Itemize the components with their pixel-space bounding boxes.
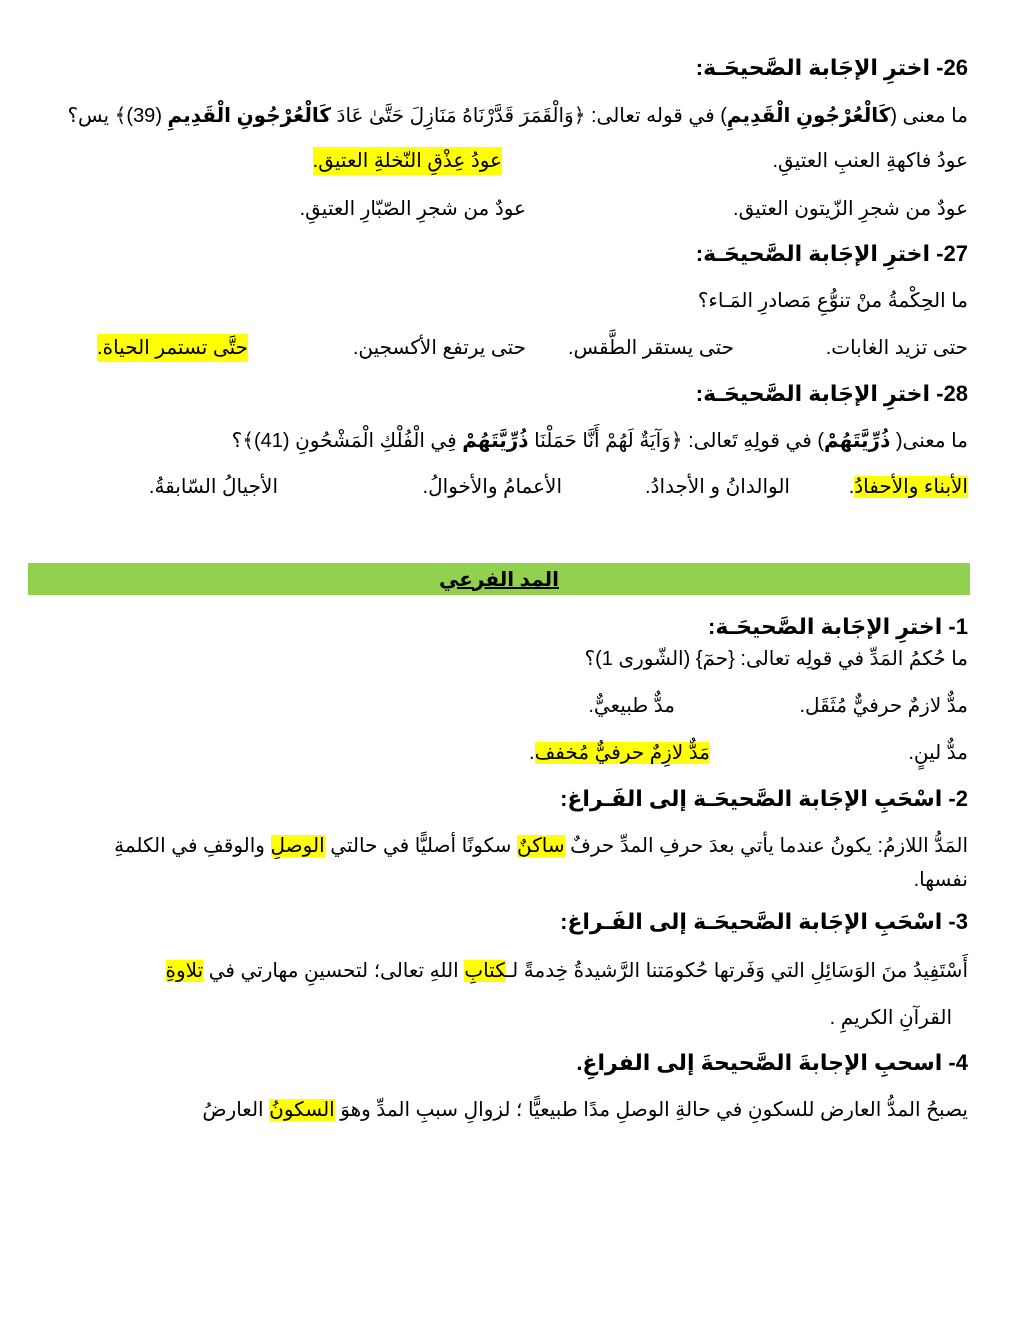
s3-text-1: أَسْتَفِيدُ منَ الوَسَائِلِ التي وَفَرتها حُكومَتنا الرَّشيدةُ خِدمةً لـ [506,960,968,982]
s4-answer-1[interactable]: السكونُ [269,1099,335,1121]
q26-option-3[interactable]: عودٌ من شجرِ الزّيتون العتيق. [733,198,968,220]
s2-sentence [52,832,968,860]
s2-answer-1[interactable]: ساكنٌ [517,835,565,857]
q28-heading: 28- اخترِ الإجَابة الصَّحيحَـة: [695,381,968,406]
s2-text-1: المَدُّ اللازمُ: يكونُ عندما يأتي بعدَ حرفِ المدِّ حرفٌ [564,835,968,857]
q28-prompt-a: ما معنى( [890,430,968,452]
q26-prompt [52,102,968,130]
q26-prompt-c: (39)﴾ يس؟ [67,105,168,127]
s2-answer-2[interactable]: الوصلِ [270,835,325,857]
section-title: المد الفرعي [439,568,559,591]
q26-option-2-correct[interactable]: عودُ عِذْقِ النّخلةِ العتيق. [313,147,502,175]
s4-text-2: العارضُ [202,1099,270,1121]
s1-option-2[interactable]: مدٌّ طبيعيٌّ. [588,695,675,717]
q28-prompt-b: ) في قولِهِ تَعالى: ﴿وَآيَةٌ لَهُمْ أَنَّا حَمَلْنَا [528,430,824,452]
q27-option-2[interactable]: حتى يستقر الطَّقس. [567,337,734,359]
q28-option-1-period: . [848,476,855,498]
s3-sentence [52,957,968,985]
q26-prompt-term: كَالْعُرْجُونِ الْقَدِيمِ [726,105,891,127]
s4-heading: 4- اسحبِ الإجابةَ الصَّحيحةَ إلى الفراغِ. [576,1050,968,1075]
s3-heading: 3- اسْحَبِ الإجَابة الصَّحيحَـة إلى الفَـراغ: [560,909,968,934]
s4-sentence [52,1096,968,1124]
q28-prompt-term: ذُرِّيَّتَهُمْ [824,430,891,452]
s4-text-1: يصبحُ المدُّ العارض للسكونِ في حالةِ الوصلِ مدًا طبيعيًّا ؛ لزوالِ سببِ المدِّ وهوَ [334,1099,968,1121]
s1-option-3[interactable]: مدٌّ لينٍ. [908,742,968,764]
s3-answer-2[interactable]: تلاوةِ [165,960,204,982]
q28-option-4[interactable]: الأجيالُ السّابقةُ. [148,476,278,498]
s3-text-2: اللهِ تعالى؛ لتحسينِ مهارتي في [203,960,465,982]
s1-option-4-text: مَدٌّ لازِمٌ حرفيٌّ مُخفف [534,742,710,764]
q28-prompt [52,427,968,455]
q27-heading: 27- اخترِ الإجَابة الصَّحيحَـة: [695,241,968,266]
q27-option-4-correct[interactable]: حتَّى تستمر الحياة. [97,334,248,362]
s1-heading: 1- اخترِ الإجَابة الصَّحيحَـة: [708,614,968,639]
s3-answer-1[interactable]: كتابِ [464,960,507,982]
q28-option-2[interactable]: الوالدانُ و الأجدادُ. [645,476,790,498]
q26-heading: 26- اخترِ الإجَابة الصَّحيحَـة: [695,55,968,80]
q26-prompt-a: ما معنى ( [890,105,968,127]
s1-option-4-correct[interactable] [529,739,710,767]
s2-text-2: سكونًا أصليًّا في حالتي [324,835,517,857]
q26-prompt-b: ) في قوله تعالى: ﴿وَالْقَمَرَ قَدَّرْنَاهُ مَنَازِلَ حَتَّىٰ عَادَ [331,105,727,127]
q28-prompt-c: فِي الْفُلْكِ الْمَشْحُونِ (41)﴾؟ [231,430,463,452]
s2-text-3: والوقفِ في الكلمةِ [114,835,271,857]
q28-option-3[interactable]: الأعمامُ والأخوالُ. [422,476,562,498]
q26-prompt-term2: كَالْعُرْجُونِ الْقَدِيمِ [167,105,331,127]
q28-option-1-text: الأبناء والأحفادُ [854,476,968,498]
q28-option-1-correct[interactable] [849,473,968,501]
q27-prompt: ما الحِكْمةُ منْ تنوُّعِ مَصادرِ المَـاء؟ [697,290,968,312]
s1-prompt: ما حُكمُ المَدِّ في قولِه تعالى: {حمٓ} (الشّورى 1)؟ [584,648,968,670]
s2-heading: 2- اسْحَبِ الإجَابة الصَّحيحَـة إلى الفَـراغ: [560,786,968,811]
section-banner [28,563,970,595]
q27-option-3[interactable]: حتى يرتفع الأكسجين. [352,337,526,359]
s1-option-4-period: . [529,742,535,764]
q28-prompt-term2: ذُرِّيَّتَهُمْ [462,430,529,452]
s3-sentence-end: القرآنِ الكريمِ . [829,1007,952,1029]
q26-option-1[interactable]: عودُ فاكهةِ العنبِ العتيقِ. [772,150,968,172]
s2-sentence-end: نفسها. [913,869,968,891]
q26-option-4[interactable]: عودٌ من شجرِ الصّبّارِ العتيقِ. [299,198,526,220]
q27-option-1[interactable]: حتى تزيد الغابات. [825,337,968,359]
s1-option-1[interactable]: مدٌّ لازمٌ حرفيٌّ مُثَقَل. [799,695,968,717]
